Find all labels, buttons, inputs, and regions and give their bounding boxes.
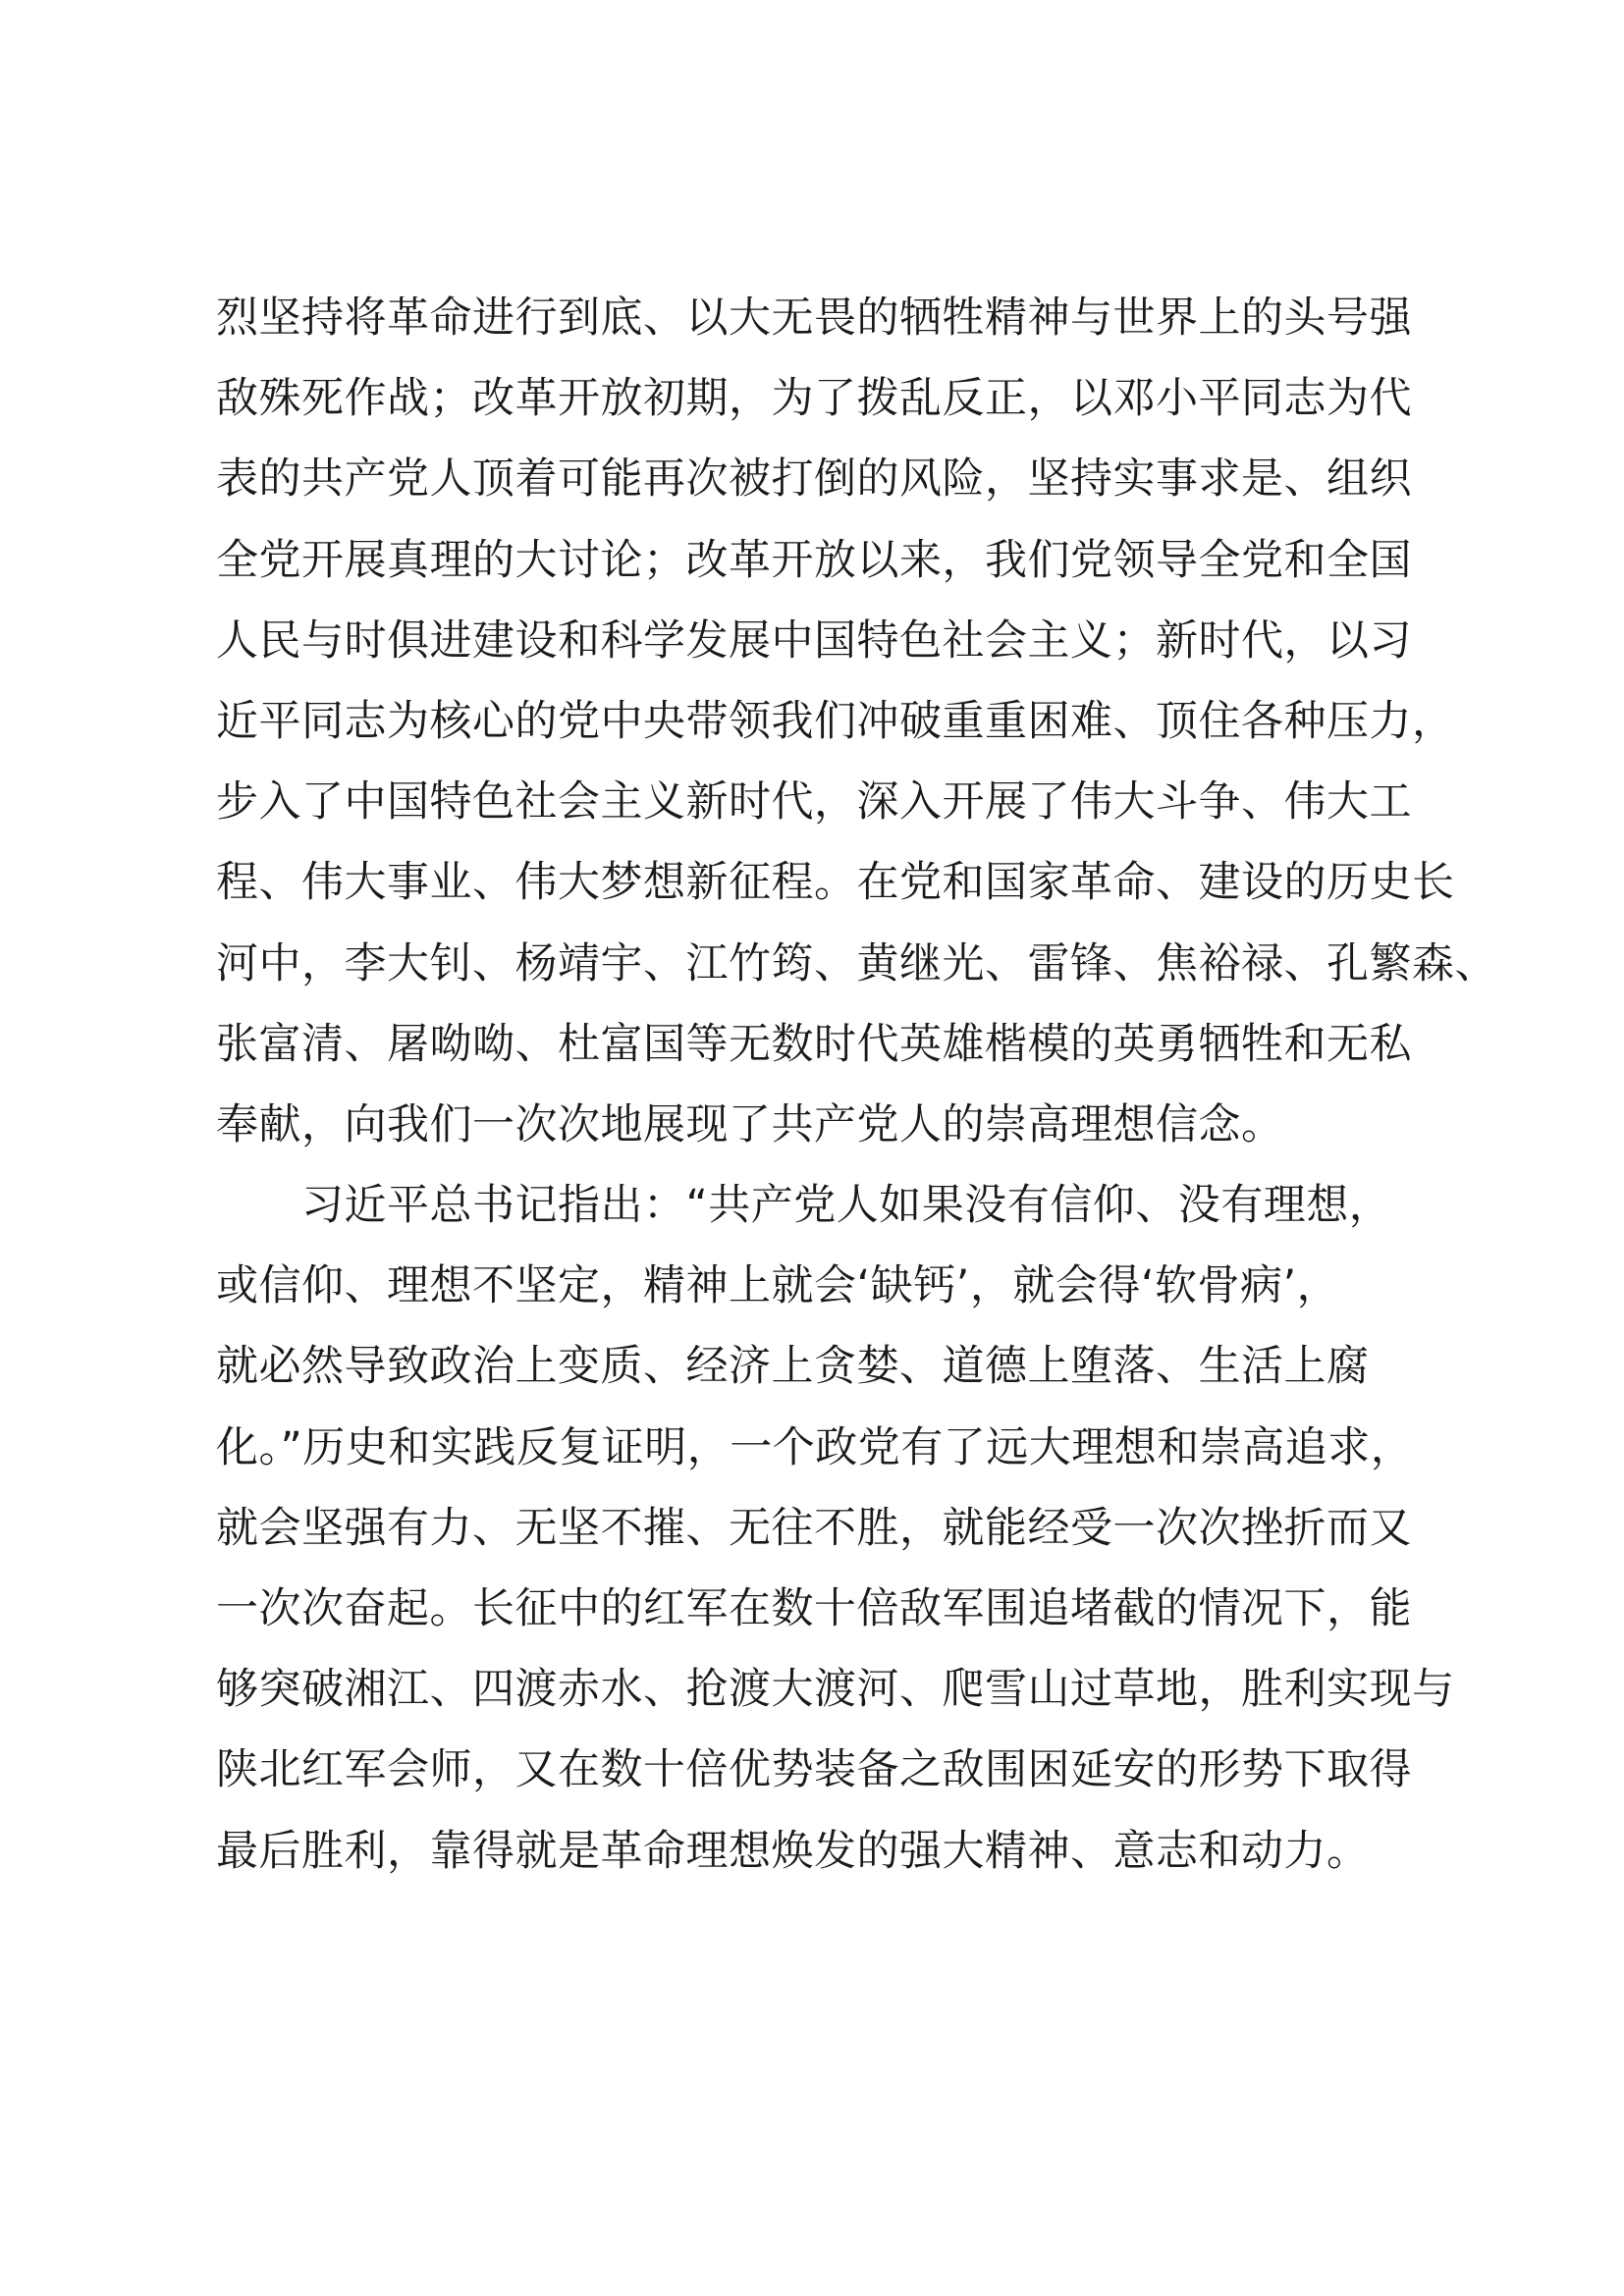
text-line: 人民与时俱进建设和科学发展中国特色社会主义；新时代，以习 (216, 615, 1412, 666)
text-line: 奉献，向我们一次次地展现了共产党人的崇高理想信念。 (216, 1099, 1284, 1149)
text-line: 就会坚强有力、无坚不摧、无往不胜，就能经受一次次挫折而又 (216, 1503, 1412, 1553)
text-line: 最后胜利，靠得就是革命理想焕发的强大精神、意志和动力。 (216, 1826, 1370, 1876)
text-line: 敌殊死作战；改革开放初期，为了拨乱反正，以邓小平同志为代 (216, 374, 1412, 424)
text-line: 近平同志为核心的党中央带领我们冲破重重困难、顶住各种压力， (216, 696, 1455, 746)
text-line: 够突破湘江、四渡赤水、抢渡大渡河、爬雪山过草地，胜利实现与 (216, 1665, 1455, 1715)
text-line: 表的共产党人顶着可能再次被打倒的风险，坚持实事求是、组织 (216, 454, 1412, 505)
text-line: 步入了中国特色社会主义新时代，深入开展了伟大斗争、伟大工 (216, 777, 1412, 828)
text-line: 或信仰、理想不坚定，精神上就会‘缺钙’，就会得‘软骨病’， (216, 1261, 1340, 1311)
text-line: 全党开展真理的大讨论；改革开放以来，我们党领导全党和全国 (216, 535, 1412, 585)
text-line: 陕北红军会师，又在数十倍优势装备之敌围困延安的形势下取得 (216, 1745, 1412, 1795)
body-text (216, 278, 1497, 1892)
text-line: 张富清、屠呦呦、杜富国等无数时代英雄楷模的英勇牺牲和无私 (216, 1019, 1412, 1069)
paragraph-start-line: 习近平总书记指出：“共产党人如果没有信仰、没有理想， (216, 1181, 1392, 1231)
text-line: 烈坚持将革命进行到底、以大无畏的牺牲精神与世界上的头号强 (216, 294, 1412, 343)
text-line: 程、伟大事业、伟大梦想新征程。在党和国家革命、建设的历史长 (216, 858, 1455, 908)
text-line: 就必然导致政治上变质、经济上贪婪、道德上堕落、生活上腐 (216, 1342, 1370, 1392)
text-line: 一次次奋起。长征中的红军在数十倍敌军围追堵截的情况下，能 (216, 1584, 1412, 1633)
text-line: 河中，李大钊、杨靖宇、江竹筠、黄继光、雷锋、焦裕禄、孔繁森、 (216, 938, 1497, 988)
text-line: 化。”历史和实践反复证明，一个政党有了远大理想和崇高追求， (216, 1422, 1414, 1472)
